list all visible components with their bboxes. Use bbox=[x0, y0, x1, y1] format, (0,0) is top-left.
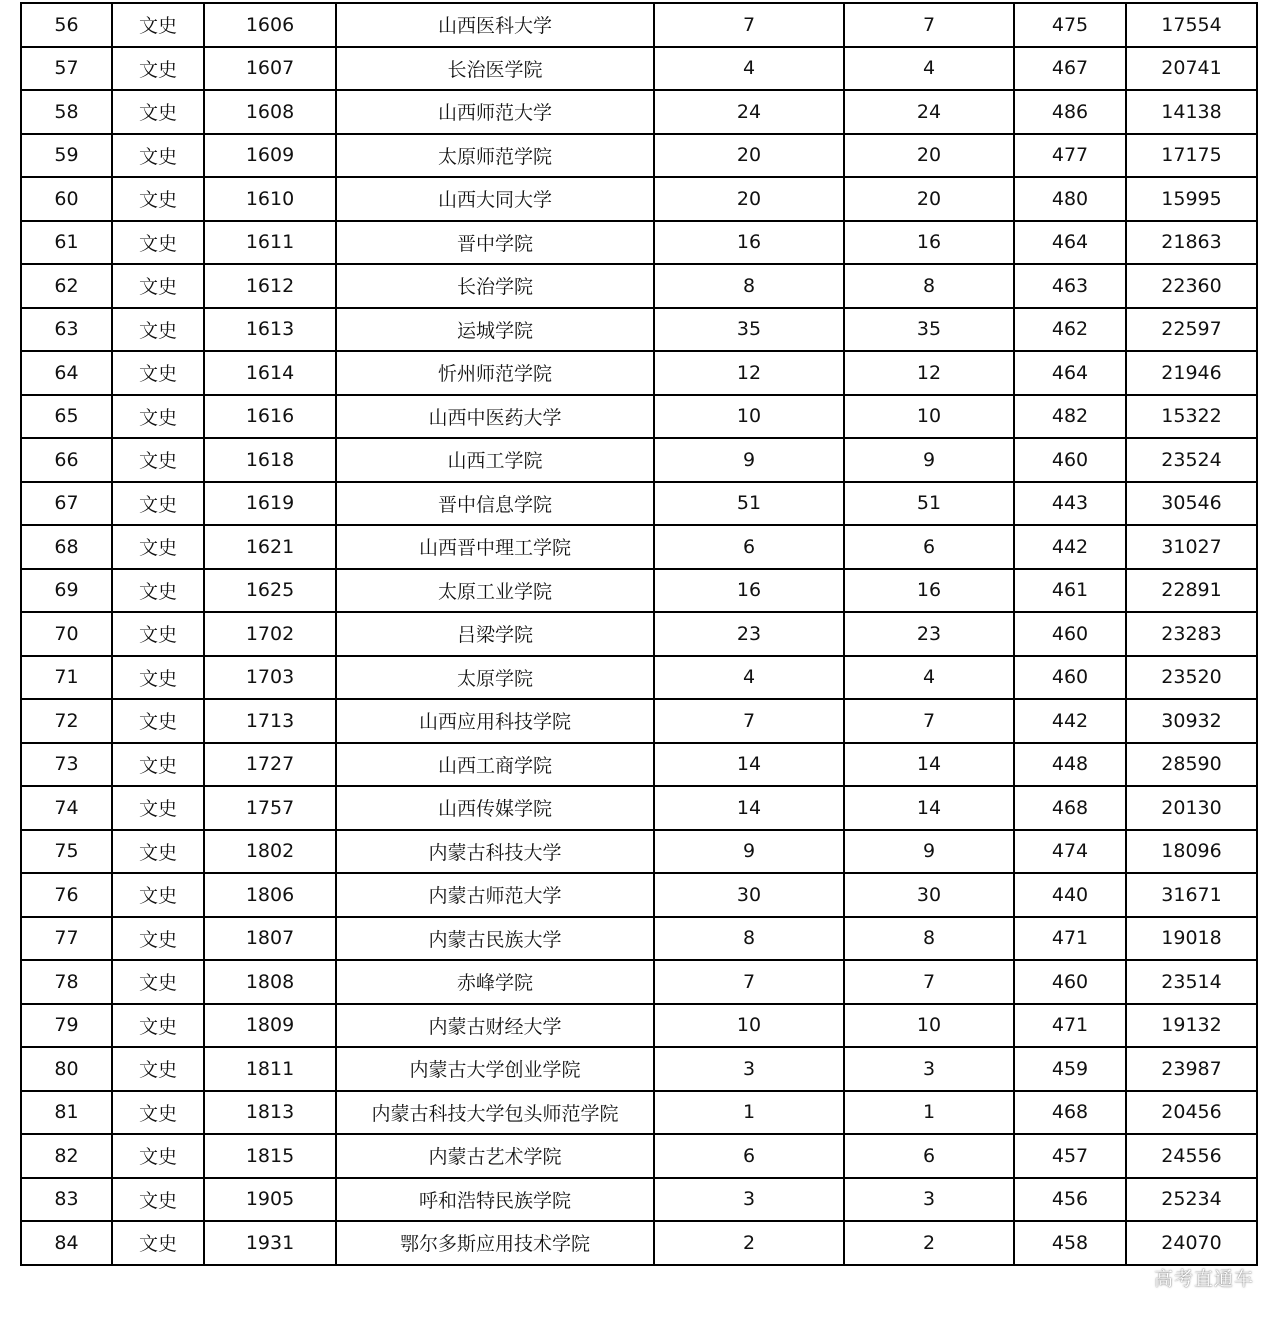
admitted-count-cell: 2 bbox=[844, 1221, 1014, 1265]
school-name-cell: 太原师范学院 bbox=[336, 134, 654, 178]
admitted-count-cell: 1 bbox=[844, 1091, 1014, 1135]
plan-count-cell: 3 bbox=[654, 1178, 844, 1222]
subject-category-cell: 文史 bbox=[112, 395, 204, 439]
plan-count-cell: 4 bbox=[654, 47, 844, 91]
min-rank-cell: 30546 bbox=[1126, 482, 1257, 526]
school-name-cell: 山西晋中理工学院 bbox=[336, 525, 654, 569]
school-name-cell: 晋中信息学院 bbox=[336, 482, 654, 526]
table-row bbox=[21, 699, 1257, 743]
school-code-cell: 1815 bbox=[204, 1134, 336, 1178]
admitted-count-cell: 4 bbox=[844, 656, 1014, 700]
subject-category-cell: 文史 bbox=[112, 1134, 204, 1178]
plan-count-cell: 51 bbox=[654, 482, 844, 526]
min-score-cell: 456 bbox=[1014, 1178, 1126, 1222]
min-rank-cell: 24556 bbox=[1126, 1134, 1257, 1178]
subject-category-cell: 文史 bbox=[112, 1047, 204, 1091]
min-score-cell: 460 bbox=[1014, 960, 1126, 1004]
table-row bbox=[21, 395, 1257, 439]
school-name-cell: 内蒙古民族大学 bbox=[336, 917, 654, 961]
row-number-cell: 76 bbox=[21, 873, 112, 917]
plan-count-cell: 7 bbox=[654, 960, 844, 1004]
row-number-cell: 83 bbox=[21, 1178, 112, 1222]
row-number-cell: 71 bbox=[21, 656, 112, 700]
table-row bbox=[21, 177, 1257, 221]
school-name-cell: 山西中医药大学 bbox=[336, 395, 654, 439]
plan-count-cell: 1 bbox=[654, 1091, 844, 1135]
table-row bbox=[21, 830, 1257, 874]
school-code-cell: 1931 bbox=[204, 1221, 336, 1265]
school-code-cell: 1609 bbox=[204, 134, 336, 178]
admitted-count-cell: 8 bbox=[844, 917, 1014, 961]
school-code-cell: 1608 bbox=[204, 90, 336, 134]
plan-count-cell: 14 bbox=[654, 786, 844, 830]
min-score-cell: 460 bbox=[1014, 438, 1126, 482]
admitted-count-cell: 14 bbox=[844, 786, 1014, 830]
min-score-cell: 468 bbox=[1014, 786, 1126, 830]
subject-category-cell: 文史 bbox=[112, 830, 204, 874]
school-name-cell: 鄂尔多斯应用技术学院 bbox=[336, 1221, 654, 1265]
subject-category-cell: 文史 bbox=[112, 221, 204, 265]
admitted-count-cell: 14 bbox=[844, 743, 1014, 787]
plan-count-cell: 4 bbox=[654, 656, 844, 700]
admitted-count-cell: 24 bbox=[844, 90, 1014, 134]
min-score-cell: 477 bbox=[1014, 134, 1126, 178]
school-name-cell: 山西应用科技学院 bbox=[336, 699, 654, 743]
min-rank-cell: 15322 bbox=[1126, 395, 1257, 439]
min-rank-cell: 17175 bbox=[1126, 134, 1257, 178]
row-number-cell: 70 bbox=[21, 612, 112, 656]
subject-category-cell: 文史 bbox=[112, 873, 204, 917]
min-rank-cell: 19132 bbox=[1126, 1004, 1257, 1048]
school-code-cell: 1713 bbox=[204, 699, 336, 743]
admitted-count-cell: 30 bbox=[844, 873, 1014, 917]
subject-category-cell: 文史 bbox=[112, 612, 204, 656]
plan-count-cell: 6 bbox=[654, 1134, 844, 1178]
row-number-cell: 74 bbox=[21, 786, 112, 830]
plan-count-cell: 9 bbox=[654, 438, 844, 482]
min-rank-cell: 24070 bbox=[1126, 1221, 1257, 1265]
subject-category-cell: 文史 bbox=[112, 438, 204, 482]
table-row bbox=[21, 47, 1257, 91]
row-number-cell: 80 bbox=[21, 1047, 112, 1091]
row-number-cell: 78 bbox=[21, 960, 112, 1004]
admitted-count-cell: 12 bbox=[844, 351, 1014, 395]
school-name-cell: 忻州师范学院 bbox=[336, 351, 654, 395]
table-row bbox=[21, 1221, 1257, 1265]
min-score-cell: 467 bbox=[1014, 47, 1126, 91]
table-row bbox=[21, 656, 1257, 700]
school-name-cell: 呼和浩特民族学院 bbox=[336, 1178, 654, 1222]
table-row bbox=[21, 482, 1257, 526]
table-row bbox=[21, 308, 1257, 352]
min-score-cell: 459 bbox=[1014, 1047, 1126, 1091]
school-code-cell: 1703 bbox=[204, 656, 336, 700]
plan-count-cell: 16 bbox=[654, 569, 844, 613]
school-name-cell: 长治医学院 bbox=[336, 47, 654, 91]
school-name-cell: 太原工业学院 bbox=[336, 569, 654, 613]
plan-count-cell: 3 bbox=[654, 1047, 844, 1091]
min-score-cell: 480 bbox=[1014, 177, 1126, 221]
school-name-cell: 山西工商学院 bbox=[336, 743, 654, 787]
plan-count-cell: 7 bbox=[654, 3, 844, 47]
min-rank-cell: 22360 bbox=[1126, 264, 1257, 308]
plan-count-cell: 7 bbox=[654, 699, 844, 743]
school-code-cell: 1813 bbox=[204, 1091, 336, 1135]
table-row bbox=[21, 569, 1257, 613]
min-score-cell: 457 bbox=[1014, 1134, 1126, 1178]
subject-category-cell: 文史 bbox=[112, 917, 204, 961]
plan-count-cell: 8 bbox=[654, 264, 844, 308]
plan-count-cell: 35 bbox=[654, 308, 844, 352]
watermark: 高考直通车 bbox=[1153, 1268, 1254, 1290]
subject-category-cell: 文史 bbox=[112, 482, 204, 526]
school-name-cell: 吕梁学院 bbox=[336, 612, 654, 656]
subject-category-cell: 文史 bbox=[112, 1178, 204, 1222]
school-code-cell: 1806 bbox=[204, 873, 336, 917]
row-number-cell: 57 bbox=[21, 47, 112, 91]
row-number-cell: 59 bbox=[21, 134, 112, 178]
school-name-cell: 山西医科大学 bbox=[336, 3, 654, 47]
admitted-count-cell: 9 bbox=[844, 830, 1014, 874]
row-number-cell: 66 bbox=[21, 438, 112, 482]
table-row bbox=[21, 221, 1257, 265]
school-name-cell: 内蒙古财经大学 bbox=[336, 1004, 654, 1048]
min-score-cell: 448 bbox=[1014, 743, 1126, 787]
school-code-cell: 1607 bbox=[204, 47, 336, 91]
plan-count-cell: 14 bbox=[654, 743, 844, 787]
min-rank-cell: 23987 bbox=[1126, 1047, 1257, 1091]
min-rank-cell: 19018 bbox=[1126, 917, 1257, 961]
table-row bbox=[21, 1134, 1257, 1178]
row-number-cell: 79 bbox=[21, 1004, 112, 1048]
min-score-cell: 443 bbox=[1014, 482, 1126, 526]
table-row bbox=[21, 134, 1257, 178]
school-code-cell: 1619 bbox=[204, 482, 336, 526]
min-rank-cell: 15995 bbox=[1126, 177, 1257, 221]
min-rank-cell: 21863 bbox=[1126, 221, 1257, 265]
admitted-count-cell: 35 bbox=[844, 308, 1014, 352]
school-name-cell: 山西师范大学 bbox=[336, 90, 654, 134]
min-rank-cell: 14138 bbox=[1126, 90, 1257, 134]
row-number-cell: 62 bbox=[21, 264, 112, 308]
min-score-cell: 474 bbox=[1014, 830, 1126, 874]
row-number-cell: 67 bbox=[21, 482, 112, 526]
plan-count-cell: 10 bbox=[654, 1004, 844, 1048]
min-rank-cell: 23514 bbox=[1126, 960, 1257, 1004]
min-rank-cell: 18096 bbox=[1126, 830, 1257, 874]
plan-count-cell: 9 bbox=[654, 830, 844, 874]
table-row bbox=[21, 525, 1257, 569]
school-name-cell: 运城学院 bbox=[336, 308, 654, 352]
school-code-cell: 1618 bbox=[204, 438, 336, 482]
min-rank-cell: 22891 bbox=[1126, 569, 1257, 613]
min-score-cell: 482 bbox=[1014, 395, 1126, 439]
row-number-cell: 73 bbox=[21, 743, 112, 787]
school-code-cell: 1702 bbox=[204, 612, 336, 656]
row-number-cell: 60 bbox=[21, 177, 112, 221]
min-rank-cell: 22597 bbox=[1126, 308, 1257, 352]
admitted-count-cell: 20 bbox=[844, 134, 1014, 178]
plan-count-cell: 10 bbox=[654, 395, 844, 439]
subject-category-cell: 文史 bbox=[112, 3, 204, 47]
admitted-count-cell: 7 bbox=[844, 3, 1014, 47]
plan-count-cell: 20 bbox=[654, 177, 844, 221]
subject-category-cell: 文史 bbox=[112, 569, 204, 613]
admitted-count-cell: 20 bbox=[844, 177, 1014, 221]
subject-category-cell: 文史 bbox=[112, 525, 204, 569]
school-code-cell: 1802 bbox=[204, 830, 336, 874]
admitted-count-cell: 10 bbox=[844, 395, 1014, 439]
school-name-cell: 山西大同大学 bbox=[336, 177, 654, 221]
min-score-cell: 464 bbox=[1014, 221, 1126, 265]
min-score-cell: 442 bbox=[1014, 525, 1126, 569]
min-rank-cell: 23520 bbox=[1126, 656, 1257, 700]
min-rank-cell: 20741 bbox=[1126, 47, 1257, 91]
min-score-cell: 458 bbox=[1014, 1221, 1126, 1265]
min-score-cell: 460 bbox=[1014, 612, 1126, 656]
min-score-cell: 471 bbox=[1014, 1004, 1126, 1048]
admitted-count-cell: 51 bbox=[844, 482, 1014, 526]
subject-category-cell: 文史 bbox=[112, 177, 204, 221]
subject-category-cell: 文史 bbox=[112, 699, 204, 743]
subject-category-cell: 文史 bbox=[112, 786, 204, 830]
subject-category-cell: 文史 bbox=[112, 1221, 204, 1265]
subject-category-cell: 文史 bbox=[112, 308, 204, 352]
row-number-cell: 81 bbox=[21, 1091, 112, 1135]
min-rank-cell: 31027 bbox=[1126, 525, 1257, 569]
school-name-cell: 内蒙古师范大学 bbox=[336, 873, 654, 917]
min-rank-cell: 30932 bbox=[1126, 699, 1257, 743]
school-name-cell: 内蒙古科技大学包头师范学院 bbox=[336, 1091, 654, 1135]
school-code-cell: 1612 bbox=[204, 264, 336, 308]
min-score-cell: 471 bbox=[1014, 917, 1126, 961]
min-rank-cell: 23283 bbox=[1126, 612, 1257, 656]
subject-category-cell: 文史 bbox=[112, 1004, 204, 1048]
subject-category-cell: 文史 bbox=[112, 90, 204, 134]
admitted-count-cell: 4 bbox=[844, 47, 1014, 91]
min-rank-cell: 25234 bbox=[1126, 1178, 1257, 1222]
min-score-cell: 461 bbox=[1014, 569, 1126, 613]
row-number-cell: 64 bbox=[21, 351, 112, 395]
plan-count-cell: 30 bbox=[654, 873, 844, 917]
admitted-count-cell: 16 bbox=[844, 569, 1014, 613]
min-score-cell: 486 bbox=[1014, 90, 1126, 134]
school-name-cell: 山西工学院 bbox=[336, 438, 654, 482]
school-name-cell: 晋中学院 bbox=[336, 221, 654, 265]
admitted-count-cell: 7 bbox=[844, 960, 1014, 1004]
plan-count-cell: 8 bbox=[654, 917, 844, 961]
row-number-cell: 68 bbox=[21, 525, 112, 569]
table-row bbox=[21, 873, 1257, 917]
school-name-cell: 长治学院 bbox=[336, 264, 654, 308]
school-code-cell: 1757 bbox=[204, 786, 336, 830]
min-rank-cell: 20130 bbox=[1126, 786, 1257, 830]
min-score-cell: 475 bbox=[1014, 3, 1126, 47]
min-score-cell: 464 bbox=[1014, 351, 1126, 395]
table-row bbox=[21, 3, 1257, 47]
min-rank-cell: 17554 bbox=[1126, 3, 1257, 47]
table-row bbox=[21, 351, 1257, 395]
min-rank-cell: 28590 bbox=[1126, 743, 1257, 787]
table-row bbox=[21, 438, 1257, 482]
admitted-count-cell: 7 bbox=[844, 699, 1014, 743]
school-name-cell: 太原学院 bbox=[336, 656, 654, 700]
admitted-count-cell: 9 bbox=[844, 438, 1014, 482]
subject-category-cell: 文史 bbox=[112, 960, 204, 1004]
admitted-count-cell: 8 bbox=[844, 264, 1014, 308]
table-body bbox=[21, 3, 1257, 1265]
school-code-cell: 1610 bbox=[204, 177, 336, 221]
school-code-cell: 1614 bbox=[204, 351, 336, 395]
min-rank-cell: 23524 bbox=[1126, 438, 1257, 482]
admitted-count-cell: 16 bbox=[844, 221, 1014, 265]
subject-category-cell: 文史 bbox=[112, 743, 204, 787]
school-code-cell: 1625 bbox=[204, 569, 336, 613]
school-code-cell: 1727 bbox=[204, 743, 336, 787]
subject-category-cell: 文史 bbox=[112, 351, 204, 395]
table-row bbox=[21, 1091, 1257, 1135]
min-rank-cell: 21946 bbox=[1126, 351, 1257, 395]
row-number-cell: 58 bbox=[21, 90, 112, 134]
plan-count-cell: 2 bbox=[654, 1221, 844, 1265]
school-code-cell: 1611 bbox=[204, 221, 336, 265]
table-row bbox=[21, 917, 1257, 961]
school-name-cell: 内蒙古大学创业学院 bbox=[336, 1047, 654, 1091]
school-name-cell: 赤峰学院 bbox=[336, 960, 654, 1004]
row-number-cell: 61 bbox=[21, 221, 112, 265]
subject-category-cell: 文史 bbox=[112, 1091, 204, 1135]
plan-count-cell: 12 bbox=[654, 351, 844, 395]
school-code-cell: 1613 bbox=[204, 308, 336, 352]
min-score-cell: 463 bbox=[1014, 264, 1126, 308]
school-code-cell: 1811 bbox=[204, 1047, 336, 1091]
row-number-cell: 77 bbox=[21, 917, 112, 961]
table-row bbox=[21, 960, 1257, 1004]
table-row bbox=[21, 1004, 1257, 1048]
plan-count-cell: 6 bbox=[654, 525, 844, 569]
row-number-cell: 82 bbox=[21, 1134, 112, 1178]
row-number-cell: 84 bbox=[21, 1221, 112, 1265]
min-rank-cell: 31671 bbox=[1126, 873, 1257, 917]
admitted-count-cell: 23 bbox=[844, 612, 1014, 656]
min-score-cell: 440 bbox=[1014, 873, 1126, 917]
table-row bbox=[21, 264, 1257, 308]
min-score-cell: 462 bbox=[1014, 308, 1126, 352]
table-row bbox=[21, 612, 1257, 656]
row-number-cell: 72 bbox=[21, 699, 112, 743]
row-number-cell: 56 bbox=[21, 3, 112, 47]
plan-count-cell: 20 bbox=[654, 134, 844, 178]
table-row bbox=[21, 743, 1257, 787]
table-row bbox=[21, 1178, 1257, 1222]
admitted-count-cell: 10 bbox=[844, 1004, 1014, 1048]
school-code-cell: 1905 bbox=[204, 1178, 336, 1222]
plan-count-cell: 23 bbox=[654, 612, 844, 656]
min-rank-cell: 20456 bbox=[1126, 1091, 1257, 1135]
table-row bbox=[21, 786, 1257, 830]
min-score-cell: 442 bbox=[1014, 699, 1126, 743]
school-code-cell: 1606 bbox=[204, 3, 336, 47]
subject-category-cell: 文史 bbox=[112, 656, 204, 700]
min-score-cell: 468 bbox=[1014, 1091, 1126, 1135]
row-number-cell: 69 bbox=[21, 569, 112, 613]
plan-count-cell: 16 bbox=[654, 221, 844, 265]
row-number-cell: 63 bbox=[21, 308, 112, 352]
subject-category-cell: 文史 bbox=[112, 264, 204, 308]
school-name-cell: 内蒙古科技大学 bbox=[336, 830, 654, 874]
table-row bbox=[21, 90, 1257, 134]
school-code-cell: 1809 bbox=[204, 1004, 336, 1048]
row-number-cell: 75 bbox=[21, 830, 112, 874]
school-code-cell: 1616 bbox=[204, 395, 336, 439]
school-name-cell: 内蒙古艺术学院 bbox=[336, 1134, 654, 1178]
row-number-cell: 65 bbox=[21, 395, 112, 439]
subject-category-cell: 文史 bbox=[112, 134, 204, 178]
school-name-cell: 山西传媒学院 bbox=[336, 786, 654, 830]
table-row bbox=[21, 1047, 1257, 1091]
admitted-count-cell: 6 bbox=[844, 1134, 1014, 1178]
school-code-cell: 1621 bbox=[204, 525, 336, 569]
school-code-cell: 1807 bbox=[204, 917, 336, 961]
subject-category-cell: 文史 bbox=[112, 47, 204, 91]
admitted-count-cell: 6 bbox=[844, 525, 1014, 569]
admission-table bbox=[20, 2, 1258, 1266]
min-score-cell: 460 bbox=[1014, 656, 1126, 700]
plan-count-cell: 24 bbox=[654, 90, 844, 134]
admitted-count-cell: 3 bbox=[844, 1178, 1014, 1222]
admitted-count-cell: 3 bbox=[844, 1047, 1014, 1091]
school-code-cell: 1808 bbox=[204, 960, 336, 1004]
